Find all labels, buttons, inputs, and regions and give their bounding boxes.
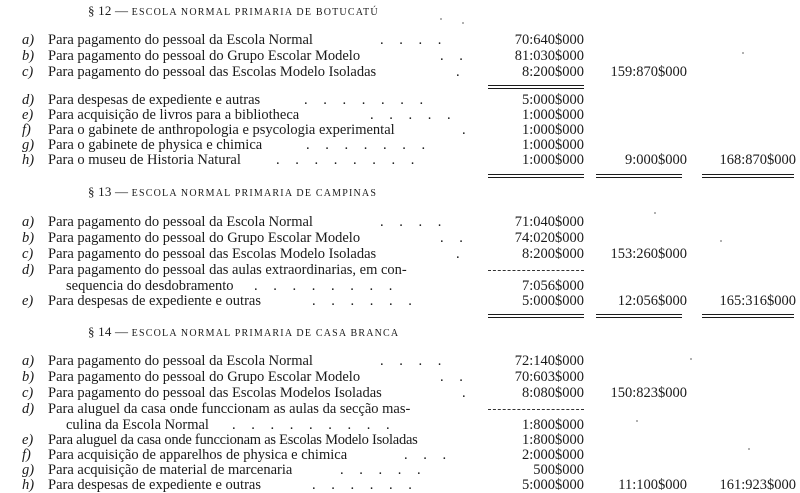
item-description: Para pagamento do pessoal da Escola Normal xyxy=(48,353,313,369)
item-description: Para pagamento do pessoal da Escola Normal xyxy=(48,214,313,230)
section-total: 165:316$000 xyxy=(719,293,796,309)
item-letter: f) xyxy=(22,447,31,463)
item-description: sequencia do desdobramento xyxy=(66,278,234,294)
item-letter: e) xyxy=(22,107,34,123)
item-amount: 72:140$000 xyxy=(514,353,584,369)
item-letter: h) xyxy=(22,477,35,493)
budget-line xyxy=(0,354,800,368)
budget-line xyxy=(0,418,800,432)
leader-dots: . . . . xyxy=(380,353,448,369)
item-letter: d) xyxy=(22,401,35,417)
leader-dots: . xyxy=(456,246,466,262)
subtotal-amount: 150:823$000 xyxy=(610,385,687,401)
budget-line xyxy=(0,279,800,293)
item-description: Para pagamento do pessoal das Escolas Modelos Isoladas xyxy=(48,385,382,401)
leader-dots: . xyxy=(462,122,472,138)
section-title: ESCOLA NORMAL PRIMARIA DE CAMPINAS xyxy=(131,188,378,199)
item-description: Para acquisição de livros para a bibliotheca xyxy=(48,107,300,123)
item-letter: a) xyxy=(22,214,35,230)
section-number: § 14 — xyxy=(88,324,129,339)
item-letter: b) xyxy=(22,369,35,385)
item-letter: a) xyxy=(22,32,35,48)
item-description: Para pagamento do pessoal das aulas extraordinarias, em con- xyxy=(48,262,407,278)
budget-line xyxy=(0,65,800,79)
leader-dots: . . xyxy=(440,230,469,246)
budget-line xyxy=(0,215,800,229)
budget-line xyxy=(0,231,800,245)
item-description: Para aluguel da casa onde funccionam as Escolas Modelo Isoladas xyxy=(48,432,418,448)
item-letter: g) xyxy=(22,462,35,478)
budget-line xyxy=(0,49,800,63)
item-letter: e) xyxy=(22,293,34,309)
item-description: Para pagamento do pessoal do Grupo Escolar Modelo xyxy=(48,230,361,246)
budget-line xyxy=(0,370,800,384)
scan-speck xyxy=(462,22,464,24)
item-description: Para pagamento do pessoal do Grupo Escolar Modelo xyxy=(48,369,361,385)
leader-dots: . xyxy=(462,385,472,401)
item-amount: 71:040$000 xyxy=(514,214,584,230)
subtotal-amount: 12:056$000 xyxy=(617,293,687,309)
budget-line xyxy=(0,138,800,152)
item-description: Para despesas de expediente e outras xyxy=(48,293,261,309)
item-description: Para despesas de expediente e outras xyxy=(48,477,261,493)
item-amount: 5:000$000 xyxy=(521,92,584,108)
budget-line xyxy=(0,402,800,416)
item-amount: 81:030$000 xyxy=(514,48,584,64)
scan-speck xyxy=(636,420,638,422)
item-letter: h) xyxy=(22,152,35,168)
item-description: Para aluguel da casa onde funccionam as aulas da secção mas- xyxy=(48,401,411,417)
item-description: Para pagamento do pessoal da Escola Normal xyxy=(48,32,313,48)
leader-dots: . . . . . xyxy=(370,107,457,123)
item-amount: 1:000$000 xyxy=(521,137,584,153)
budget-line xyxy=(0,153,800,167)
section-title: ESCOLA NORMAL PRIMARIA DE CASA BRANCA xyxy=(131,328,400,339)
section-total: 161:923$000 xyxy=(719,477,796,493)
leader-dots: . . . . . . . xyxy=(306,137,432,153)
section-heading xyxy=(88,3,379,19)
budget-line xyxy=(0,247,800,261)
item-amount: 5:000$000 xyxy=(521,293,584,309)
item-amount: 2:000$000 xyxy=(521,447,584,463)
item-letter: c) xyxy=(22,64,34,80)
sum-rule xyxy=(596,314,682,318)
budget-line xyxy=(0,93,800,107)
leader-dots: . . xyxy=(440,369,469,385)
budget-line xyxy=(0,123,800,137)
scan-speck xyxy=(748,448,750,450)
item-letter: b) xyxy=(22,48,35,64)
leader-dots: . . xyxy=(440,48,469,64)
leader-dots: . . . . xyxy=(380,214,448,230)
budget-line xyxy=(0,294,800,308)
item-amount: 1:000$000 xyxy=(521,152,584,168)
item-description: Para o gabinete de anthropologia e psycologia experimental xyxy=(48,122,395,138)
leader-dots: . . . . xyxy=(380,32,448,48)
item-amount: 70:640$000 xyxy=(514,32,584,48)
section-heading xyxy=(88,184,377,200)
item-description: Para o gabinete de physica e chimica xyxy=(48,137,263,153)
budget-line xyxy=(0,463,800,477)
leader-dots: . . . . . xyxy=(340,462,427,478)
item-letter: g) xyxy=(22,137,35,153)
leader-dots: . . . . . . . . . xyxy=(232,417,396,433)
budget-line xyxy=(0,478,800,492)
sum-rule xyxy=(488,409,584,410)
sum-rule xyxy=(488,174,584,178)
budget-line xyxy=(0,433,800,447)
leader-dots: . xyxy=(456,64,466,80)
item-letter: c) xyxy=(22,246,34,262)
item-letter: d) xyxy=(22,262,35,278)
scan-speck xyxy=(720,240,722,242)
item-amount: 500$000 xyxy=(533,462,584,478)
leader-dots: . . . xyxy=(404,447,453,463)
sum-rule xyxy=(488,85,584,89)
item-amount: 70:603$000 xyxy=(514,369,584,385)
subtotal-amount: 11:100$000 xyxy=(618,477,687,493)
sum-rule xyxy=(702,314,794,318)
section-number: § 13 — xyxy=(88,184,129,199)
item-letter: b) xyxy=(22,230,35,246)
item-letter: d) xyxy=(22,92,35,108)
item-amount: 1:800$000 xyxy=(521,417,584,433)
budget-line xyxy=(0,386,800,400)
section-total: 168:870$000 xyxy=(719,152,796,168)
item-description: culina da Escola Normal xyxy=(66,417,209,433)
item-amount: 5:000$000 xyxy=(521,477,584,493)
item-description: Para despesas de expediente e autras xyxy=(48,92,261,108)
item-amount: 74:020$000 xyxy=(514,230,584,246)
section-heading xyxy=(88,324,399,340)
budget-line xyxy=(0,33,800,47)
item-description: Para pagamento do pessoal das Escolas Modelo Isoladas xyxy=(48,64,377,80)
item-description: Para o museu de Historia Natural xyxy=(48,152,241,168)
scan-speck xyxy=(654,212,656,214)
item-description: Para acquisição de apparelhos de physica e chimica xyxy=(48,447,348,463)
item-description: Para pagamento do pessoal do Grupo Escolar Modelo xyxy=(48,48,361,64)
item-description: Para acquisição de material de marcenaria xyxy=(48,462,293,478)
sum-rule xyxy=(488,314,584,318)
item-amount: 1:800$000 xyxy=(521,432,584,448)
leader-dots: . . . . . . . . xyxy=(254,278,399,294)
item-letter: f) xyxy=(22,122,31,138)
budget-line xyxy=(0,108,800,122)
item-amount: 8:200$000 xyxy=(521,246,584,262)
sum-rule xyxy=(702,174,794,178)
item-amount: 7:056$000 xyxy=(521,278,584,294)
section-title: ESCOLA NORMAL PRIMARIA DE BOTUCATÚ xyxy=(131,7,379,18)
section-number: § 12 — xyxy=(88,3,129,18)
subtotal-amount: 9:000$000 xyxy=(624,152,687,168)
item-amount: 1:000$000 xyxy=(521,107,584,123)
leader-dots: . . . . . . xyxy=(312,477,418,493)
item-letter: a) xyxy=(22,353,35,369)
item-letter: e) xyxy=(22,432,34,448)
scan-speck xyxy=(742,52,744,54)
item-description: Para pagamento do pessoal das Escolas Modelo Isoladas xyxy=(48,246,377,262)
scan-speck xyxy=(440,18,442,20)
scan-speck xyxy=(690,358,692,360)
item-amount: 1:000$000 xyxy=(521,122,584,138)
sum-rule xyxy=(488,270,584,271)
subtotal-amount: 159:870$000 xyxy=(610,64,687,80)
leader-dots: . . . . . . xyxy=(312,293,418,309)
item-amount: 8:080$000 xyxy=(521,385,584,401)
budget-line xyxy=(0,263,800,277)
sum-rule xyxy=(596,174,682,178)
leader-dots: . . . . . . . . xyxy=(276,152,421,168)
item-amount: 8:200$000 xyxy=(521,64,584,80)
item-letter: c) xyxy=(22,385,34,401)
leader-dots: . . . . . . . xyxy=(304,92,430,108)
subtotal-amount: 153:260$000 xyxy=(610,246,687,262)
budget-line xyxy=(0,448,800,462)
